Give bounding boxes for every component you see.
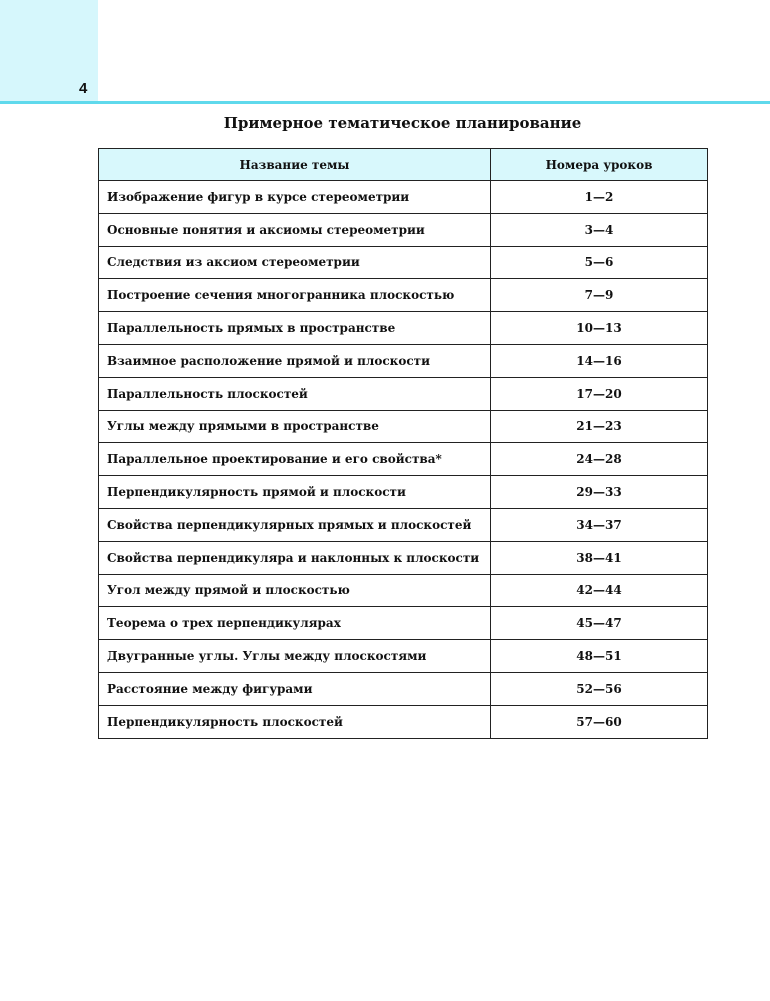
table-row xyxy=(99,476,708,509)
topic-cell: Свойства перпендикуляра и наклонных к плоскости xyxy=(99,541,491,574)
lessons-cell: 29—33 xyxy=(491,476,708,509)
topic-cell: Свойства перпендикулярных прямых и плоскостей xyxy=(99,508,491,541)
table-row xyxy=(99,279,708,312)
table-row xyxy=(99,377,708,410)
lessons-cell: 10—13 xyxy=(491,312,708,345)
topic-cell: Параллельное проектирование и его свойства* xyxy=(99,443,491,476)
table-row xyxy=(99,246,708,279)
lessons-cell: 24—28 xyxy=(491,443,708,476)
topic-cell: Расстояние между фигурами xyxy=(99,672,491,705)
table-row xyxy=(99,443,708,476)
lessons-cell: 52—56 xyxy=(491,672,708,705)
topic-cell: Основные понятия и аксиомы стереометрии xyxy=(99,213,491,246)
table-header-row xyxy=(99,149,708,181)
table-row xyxy=(99,312,708,345)
table-row xyxy=(99,672,708,705)
table-row xyxy=(99,181,708,214)
header-lessons: Номера уроков xyxy=(491,149,708,181)
page-title: Примерное тематическое планирование xyxy=(223,114,582,132)
table-row xyxy=(99,640,708,673)
table-row xyxy=(99,705,708,738)
lessons-cell: 38—41 xyxy=(491,541,708,574)
topic-cell: Теорема о трех перпендикулярах xyxy=(99,607,491,640)
header-topic: Название темы xyxy=(99,149,491,181)
header-rule xyxy=(0,101,770,104)
table-row xyxy=(99,410,708,443)
topic-cell: Перпендикулярность прямой и плоскости xyxy=(99,476,491,509)
table-row xyxy=(99,541,708,574)
page-number: 4 xyxy=(79,80,88,97)
lessons-cell: 42—44 xyxy=(491,574,708,607)
lessons-cell: 5—6 xyxy=(491,246,708,279)
table-row xyxy=(99,508,708,541)
topic-cell: Параллельность плоскостей xyxy=(99,377,491,410)
lessons-cell: 14—16 xyxy=(491,344,708,377)
lessons-cell: 17—20 xyxy=(491,377,708,410)
lessons-cell: 1—2 xyxy=(491,181,708,214)
topic-cell: Двугранные углы. Углы между плоскостями xyxy=(99,640,491,673)
lessons-cell: 45—47 xyxy=(491,607,708,640)
topic-cell: Изображение фигур в курсе стереометрии xyxy=(99,181,491,214)
topic-cell: Следствия из аксиом стереометрии xyxy=(99,246,491,279)
lessons-cell: 21—23 xyxy=(491,410,708,443)
table-row xyxy=(99,607,708,640)
lessons-cell: 34—37 xyxy=(491,508,708,541)
topic-cell: Параллельность прямых в пространстве xyxy=(99,312,491,345)
topic-cell: Построение сечения многогранника плоскостью xyxy=(99,279,491,312)
topic-cell: Угол между прямой и плоскостью xyxy=(99,574,491,607)
topic-cell: Перпендикулярность плоскостей xyxy=(99,705,491,738)
table-row xyxy=(99,344,708,377)
planning-table xyxy=(98,148,708,739)
lessons-cell: 57—60 xyxy=(491,705,708,738)
lessons-cell: 7—9 xyxy=(491,279,708,312)
topic-cell: Взаимное расположение прямой и плоскости xyxy=(99,344,491,377)
lessons-cell: 3—4 xyxy=(491,213,708,246)
lessons-cell: 48—51 xyxy=(491,640,708,673)
topic-cell: Углы между прямыми в пространстве xyxy=(99,410,491,443)
table-row xyxy=(99,213,708,246)
table-row xyxy=(99,574,708,607)
